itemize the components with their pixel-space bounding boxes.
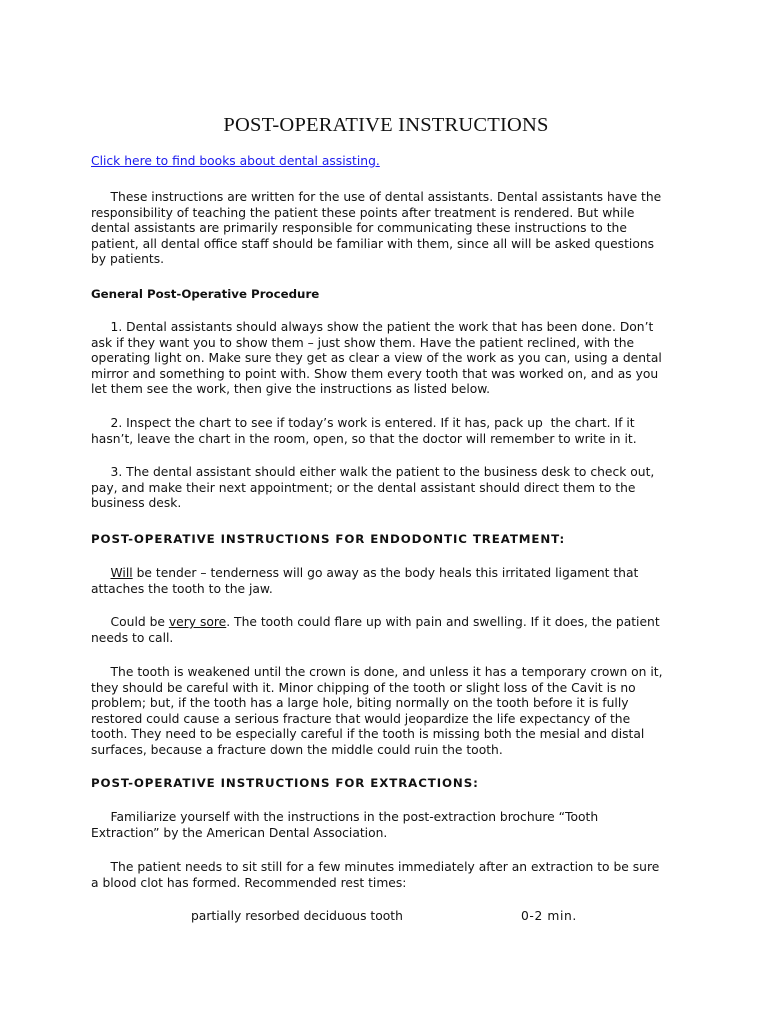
text-line: mirror and something to point with. Show them every tooth that was worked on, and as you bbox=[91, 366, 659, 381]
extractions-heading: POST-OPERATIVE INSTRUCTIONS FOR EXTRACTIONS: bbox=[91, 776, 479, 790]
text-run: Could be bbox=[91, 615, 169, 629]
step-1-paragraph bbox=[91, 320, 681, 398]
step-2-paragraph bbox=[91, 416, 681, 447]
endo-paragraph-3 bbox=[91, 665, 681, 759]
extraction-paragraph-1 bbox=[91, 810, 681, 841]
text-line: they should be careful with it. Minor chipping of the tooth or slight loss of the Cavit is no bbox=[91, 680, 636, 695]
text-line bbox=[91, 615, 681, 631]
text-run: be tender – tenderness will go away as the body heals this irritated ligament that bbox=[132, 566, 639, 580]
text-line: 2. Inspect the chart to see if today’s work is entered. If it has, pack up the chart. If it bbox=[91, 416, 635, 430]
text-line: a blood clot has formed. Recommended rest times: bbox=[91, 875, 407, 890]
text-line bbox=[91, 566, 681, 582]
rest-time-value: 0-2 min. bbox=[521, 909, 577, 923]
text-line: responsibility of teaching the patient these points after treatment is rendered. But while bbox=[91, 205, 635, 220]
general-procedure-heading: General Post-Operative Procedure bbox=[91, 287, 320, 301]
text-line: The patient needs to sit still for a few minutes immediately after an extraction to be sure bbox=[91, 860, 660, 874]
indent bbox=[91, 566, 111, 580]
intro-paragraph bbox=[91, 190, 681, 268]
text-line: dental assistants are primarily responsible for communicating these instructions to the bbox=[91, 221, 627, 236]
rest-time-row bbox=[91, 909, 681, 925]
page-title: POST-OPERATIVE INSTRUCTIONS bbox=[223, 114, 549, 136]
text-line: The tooth is weakened until the crown is done, and unless it has a temporary crown on it, bbox=[91, 665, 663, 679]
text-line: patient, all dental office staff should be familiar with them, since all will be asked questions bbox=[91, 236, 655, 251]
text-line: restored could cause a serious fracture that would jeopardize the life expectancy of the bbox=[91, 711, 631, 726]
endo-paragraph-1 bbox=[91, 566, 681, 597]
text-line: 1. Dental assistants should always show the patient the work that has been done. Don’t bbox=[91, 320, 654, 334]
endodontic-heading: POST-OPERATIVE INSTRUCTIONS FOR ENDODONTIC TREATMENT: bbox=[91, 532, 566, 546]
text-line: Familiarize yourself with the instructions in the post-extraction brochure “Tooth bbox=[91, 810, 599, 824]
text-line: tooth. They need to be especially careful if the tooth is missing both the mesial and distal bbox=[91, 727, 645, 742]
text-line: surfaces, because a fracture down the middle could ruin the tooth. bbox=[91, 742, 503, 757]
emphasis-text: Will bbox=[110, 566, 133, 580]
text-line: let them see the work, then give the instructions as listed below. bbox=[91, 382, 491, 397]
text-line: ask if they want you to show them – just show them. Have the patient reclined, with the bbox=[91, 335, 635, 350]
text-line: business desk. bbox=[91, 496, 182, 511]
rest-time-item: partially resorbed deciduous tooth bbox=[191, 909, 403, 923]
text-line: 3. The dental assistant should either walk the patient to the business desk to check out, bbox=[91, 465, 655, 479]
step-3-paragraph bbox=[91, 465, 681, 512]
text-line: hasn’t, leave the chart in the room, open, so that the doctor will remember to write in it. bbox=[91, 431, 637, 446]
text-line: Extraction” by the American Dental Association. bbox=[91, 825, 388, 840]
text-line: These instructions are written for the use of dental assistants. Dental assistants have the bbox=[91, 190, 662, 204]
dental-books-link[interactable]: Click here to find books about dental assisting. bbox=[91, 154, 380, 168]
text-line: problem; but, if the tooth has a large hole, biting normally on the tooth before it is fully bbox=[91, 696, 629, 711]
extraction-paragraph-2 bbox=[91, 860, 681, 891]
text-line: operating light on. Make sure they get as clear a view of the work as you can, using a dental bbox=[91, 351, 662, 366]
text-line: by patients. bbox=[91, 252, 165, 267]
emphasis-text: very sore bbox=[168, 615, 227, 629]
text-run: . The tooth could flare up with pain and swelling. If it does, the patient bbox=[226, 615, 660, 629]
endo-paragraph-2 bbox=[91, 615, 681, 646]
text-line: attaches the tooth to the jaw. bbox=[91, 581, 273, 596]
text-line: pay, and make their next appointment; or the dental assistant should direct them to the bbox=[91, 480, 636, 495]
text-line: needs to call. bbox=[91, 630, 174, 645]
